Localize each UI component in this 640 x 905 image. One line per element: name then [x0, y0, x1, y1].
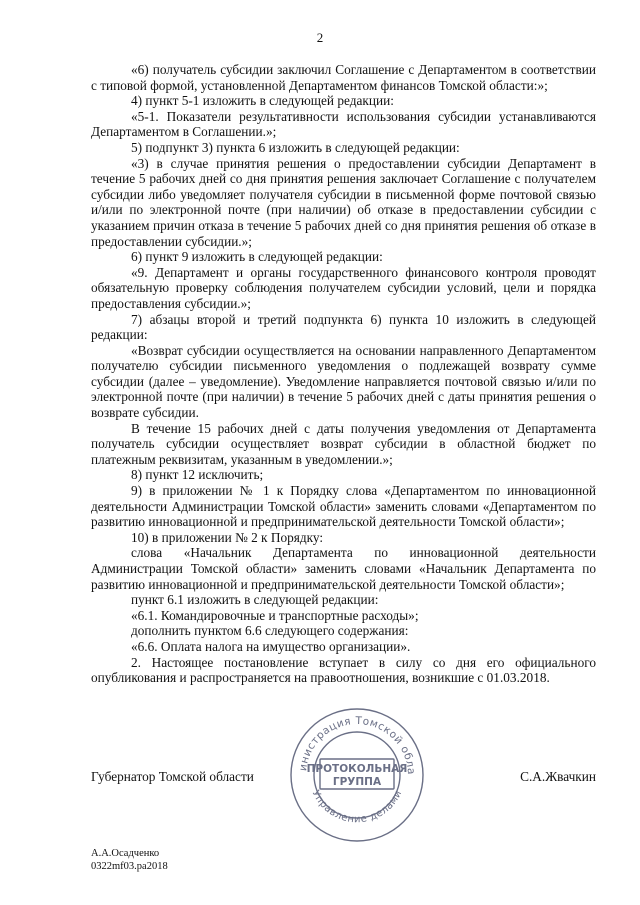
stamp-ring-text: инистрация Томской обла	[297, 714, 418, 776]
paragraph: 9) в приложении № 1 к Порядку слова «Департаментом по инновационной деятельности Администрации Томской области» заменить словами «Департаментом по развитию инновационной и предпринимательской деятельности Томской области»;	[91, 483, 596, 530]
paragraph: В течение 15 рабочих дней с даты получения уведомления от Департамента получатель субсидии осуществляет возврат субсидии в областной бюджет по платежным реквизитам, указанным в уведомлении.»;	[91, 420, 596, 467]
document-footer	[91, 847, 168, 873]
paragraph: «6) получатель субсидии заключил Соглашение с Департаментом в соответствии с типовой формой, установленной Департаментом финансов Томской области:»;	[91, 62, 596, 93]
page-number: 2	[316, 30, 324, 45]
paragraph: пункт 6.1 изложить в следующей редакции:	[131, 592, 379, 608]
paragraph: «5-1. Показатели результативности использования субсидии устанавливаются Департаментом в Соглашении.»;	[91, 108, 596, 140]
paragraph: 10) в приложении № 2 к Порядку:	[131, 529, 324, 545]
paragraph: «6.6. Оплата налога на имущество организации».	[131, 638, 411, 654]
signatory-name: С.А.Жвачкин	[520, 769, 596, 784]
paragraph: 4) пункт 5-1 изложить в следующей редакции:	[131, 93, 394, 109]
paragraph: 7) абзацы второй и третий подпункта 6) пункта 10 изложить в следующей редакции:	[91, 311, 596, 343]
paragraph: «9. Департамент и органы государственного финансового контроля проводят обязательную проверку соблюдения получателем субсидии условий, цели и порядка предоставления субсидии.»;	[91, 264, 596, 311]
stamp-center-line1: ПРОТОКОЛЬНАЯ	[306, 763, 408, 775]
stamp-seal-icon	[288, 706, 426, 844]
document-body	[91, 62, 596, 686]
stamp-center-line2: ГРУППА	[332, 776, 382, 788]
paragraph: 2. Настоящее постановление вступает в силу со дня его официального опубликования и распространяется на правоотношения, возникшие с 01.03.2018.	[91, 654, 596, 686]
svg-text:Управление делами	[310, 789, 405, 826]
document-code: 0322mf03.pa2018	[91, 861, 168, 872]
paragraph: 8) пункт 12 исключить;	[131, 467, 264, 483]
paragraph: «3) в случае принятия решения о предоставлении субсидии Департамент в течение 5 рабочих дней со дня принятия решения заключает Соглашение с получателем субсидии либо уведомляет получателя субсидии в письменной форме почтовой связью и/или по электронной почте (при наличии) об отказе в предоставлении субсидии с указанием причин отказа в течение 5 рабочих дней со дня принятия решения об отказе в предоставлении субсидии.»;	[91, 155, 596, 249]
paragraph: 6) пункт 9 изложить в следующей редакции:	[131, 249, 383, 265]
official-stamp	[288, 706, 426, 844]
paragraph: «Возврат субсидии осуществляется на основании направленного Департаментом получателю субсидии письменного уведомления о подлежащей возврату сумме субсидии (далее – уведомление). Уведомление направляется почтовой связью и/или по электронной почте (при наличии) в течение 5 рабочих дней с даты принятия решения о возврате субсидии.	[91, 342, 596, 421]
paragraph: дополнить пунктом 6.6 следующего содержания:	[131, 623, 409, 639]
paragraph: 5) подпункт 3) пункта 6 изложить в следующей редакции:	[131, 139, 460, 155]
paragraph: «6.1. Командировочные и транспортные расходы»;	[131, 607, 419, 623]
paragraph: слова «Начальник Департамента по инновационной деятельности Администрации Томской области» заменить словами «Начальник Департамента по развитию инновационной и предпринимательской деятельности Томской области»;	[91, 545, 596, 592]
signatory-title: Губернатор Томской области	[91, 769, 254, 784]
author-name: А.А.Осадченко	[91, 848, 160, 859]
stamp-bottom-text: Управление делами	[309, 788, 405, 826]
